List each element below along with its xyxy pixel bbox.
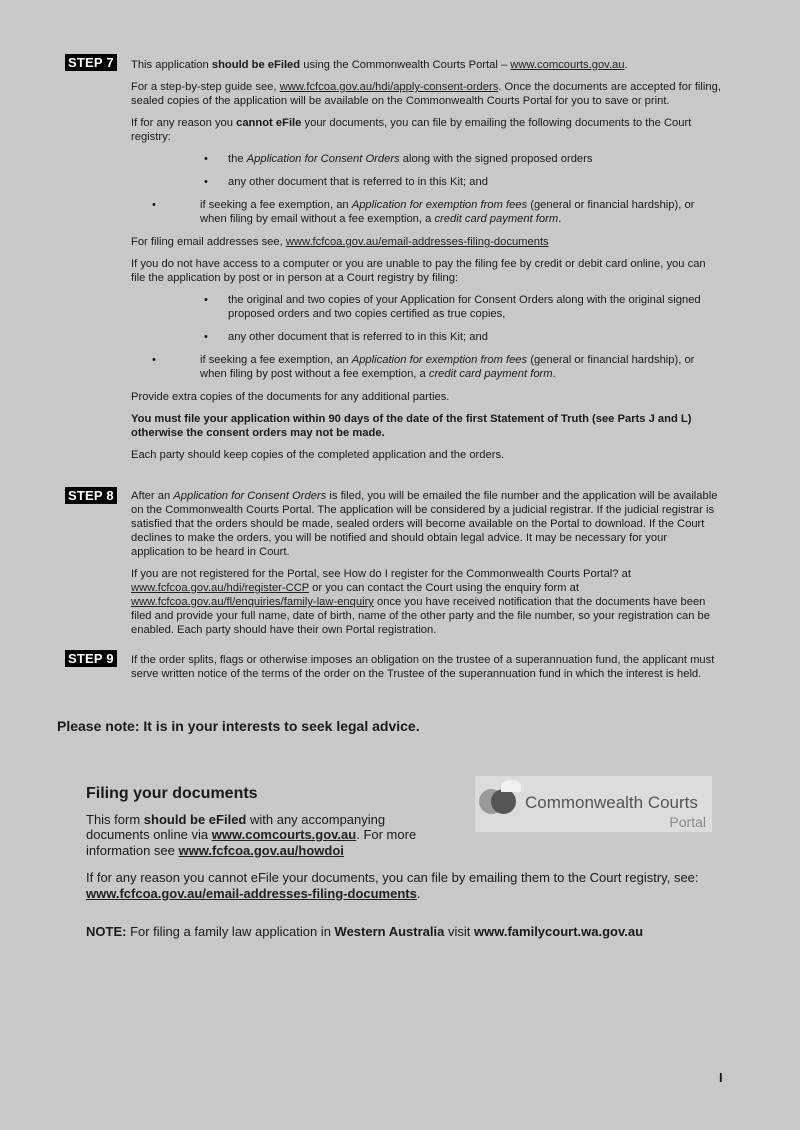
list-item: • any other document that is referred to in this Kit; and [204, 176, 488, 188]
family-law-enquiry-link[interactable]: www.fcfcoa.gov.au/fl/enquiries/family-law-enquiry [131, 596, 374, 608]
email-addresses-bold-link[interactable]: www.fcfcoa.gov.au/email-addresses-filing-documents [86, 885, 417, 901]
bullet-icon: • [152, 199, 156, 211]
western-australia-note: NOTE: For filing a family law application in Western Australia visit www.familycourt.wa.gov.au [86, 924, 644, 939]
legal-advice-note: Please note: It is in your interests to seek legal advice. [57, 718, 420, 734]
filing-title: Filing your documents [86, 785, 258, 802]
bullet-icon: • [204, 153, 208, 165]
step-9-superannuation: If the order splits, flags or otherwise imposes an obligation on the trustee of a superannuation fund, the applicant must serve written notice of the terms of the order on the Trustee of the superannuation fund in which the interest is held. [131, 654, 715, 680]
logo-text: Commonwealth Courts [525, 793, 698, 812]
filing-efile-info: This form should be eFiled with any accompanying documents online via www.comcourts.gov.au. For more information see www.fcfcoa.gov.au/howdoi [86, 811, 417, 858]
bullet-icon: • [204, 176, 208, 188]
step-7-guide: For a step-by-step guide see, www.fcfcoa.gov.au/hdi/apply-consent-orders. Once the documents are accepted for filing, sealed copies of the application will be available on the Commonwealth Courts Portal for you to save or print. [131, 81, 721, 107]
filing-email-info: If for any reason you cannot eFile your documents, you can file by emailing them to the Court registry, see: www.fcfcoa.gov.au/email-addresses-filing-documents. [86, 870, 699, 901]
step-9-body [131, 653, 721, 689]
step-7-badge: STEP 7 [65, 54, 117, 71]
bullet-icon: • [152, 354, 156, 366]
register-ccp-link[interactable]: www.fcfcoa.gov.au/hdi/register-CCP [131, 582, 310, 594]
step-7-keep-copies: Each party should keep copies of the completed application and the orders. [131, 449, 505, 461]
list-item: • the original and two copies of your Application for Consent Orders along with the original signed proposed orders and two copies certified as true copies, [204, 294, 701, 320]
list-item: • any other document that is referred to in this Kit; and [204, 331, 488, 343]
email-addresses-link[interactable]: www.fcfcoa.gov.au/email-addresses-filing-documents [285, 236, 549, 248]
step-7-cannot-efile: If for any reason you cannot eFile your documents, you can file by emailing the following documents to the Court registry: [131, 117, 692, 143]
bullet-icon: • [204, 294, 208, 306]
step-8-body [131, 489, 721, 645]
step-7-intro: This application should be eFiled using the Commonwealth Courts Portal – www.comcourts.gov.au. [131, 59, 628, 71]
step-7-no-computer: If you do not have access to a computer or you are unable to pay the filing fee by credit or debit card online, you can file the application by post or in person at a Court registry by filing: [131, 258, 706, 284]
apply-consent-orders-link[interactable]: www.fcfcoa.gov.au/hdi/apply-consent-orders [279, 81, 499, 93]
step-7-deadline: You must file your application within 90 days of the date of the first Statement of Truth (see Parts J and L) otherwise the consent orders may not be made. [131, 413, 692, 439]
filing-section [86, 786, 726, 913]
page-number: I [719, 1070, 723, 1085]
bullet-icon: • [204, 331, 208, 343]
step-9-badge: STEP 9 [65, 650, 117, 667]
comcourts-bold-link[interactable]: www.comcourts.gov.au [211, 827, 357, 842]
logo-subtext: Portal [669, 814, 706, 830]
step-7-body [131, 58, 721, 470]
list-item: • if seeking a fee exemption, an Application for exemption from fees (general or financial hardship), or when filing by email without a fee exemption, a credit card payment form. [152, 199, 695, 225]
step-8-after-filing: After an Application for Consent Orders is filed, you will be emailed the file number and the application will be available on the Commonwealth Courts Portal. The application will be considered by a judicial registrar. If the judicial registrar is satisfied that the orders should be made, sealed orders will become available on the Portal to download. If the Court declines to make the orders, you will be notified and should obtain legal advice. It may be necessary for your application to be heard in Court. [131, 490, 718, 558]
howdoi-link[interactable]: www.fcfcoa.gov.au/howdoi [178, 842, 344, 858]
step-8-badge: STEP 8 [65, 487, 117, 504]
step-7-extra-copies: Provide extra copies of the documents for any additional parties. [131, 391, 450, 403]
list-item: • if seeking a fee exemption, an Application for exemption from fees (general or financial hardship), or when filing by post without a fee exemption, a credit card payment form. [152, 354, 695, 380]
step-8-registration: If you are not registered for the Portal, see How do I register for the Commonwealth Courts Portal? at www.fcfcoa.gov.au/hdi/register-CCP or you can contact the Court using the enquiry form at www.fcfcoa.gov.au/fl/enquiries/family-law-enquiry once you have received notification that the documents have been filed and provide your full name, date of birth, name of the other party and the file number, so your registration can be enabled. Each party should have their own Portal registration. [131, 568, 710, 636]
step-7-email-addresses: For filing email addresses see, www.fcfcoa.gov.au/email-addresses-filing-documents [131, 236, 549, 248]
comcourts-link[interactable]: www.comcourts.gov.au [510, 59, 625, 71]
familycourt-wa-link[interactable]: www.familycourt.wa.gov.au [474, 924, 644, 939]
list-item: • the Application for Consent Orders along with the signed proposed orders [204, 153, 593, 165]
